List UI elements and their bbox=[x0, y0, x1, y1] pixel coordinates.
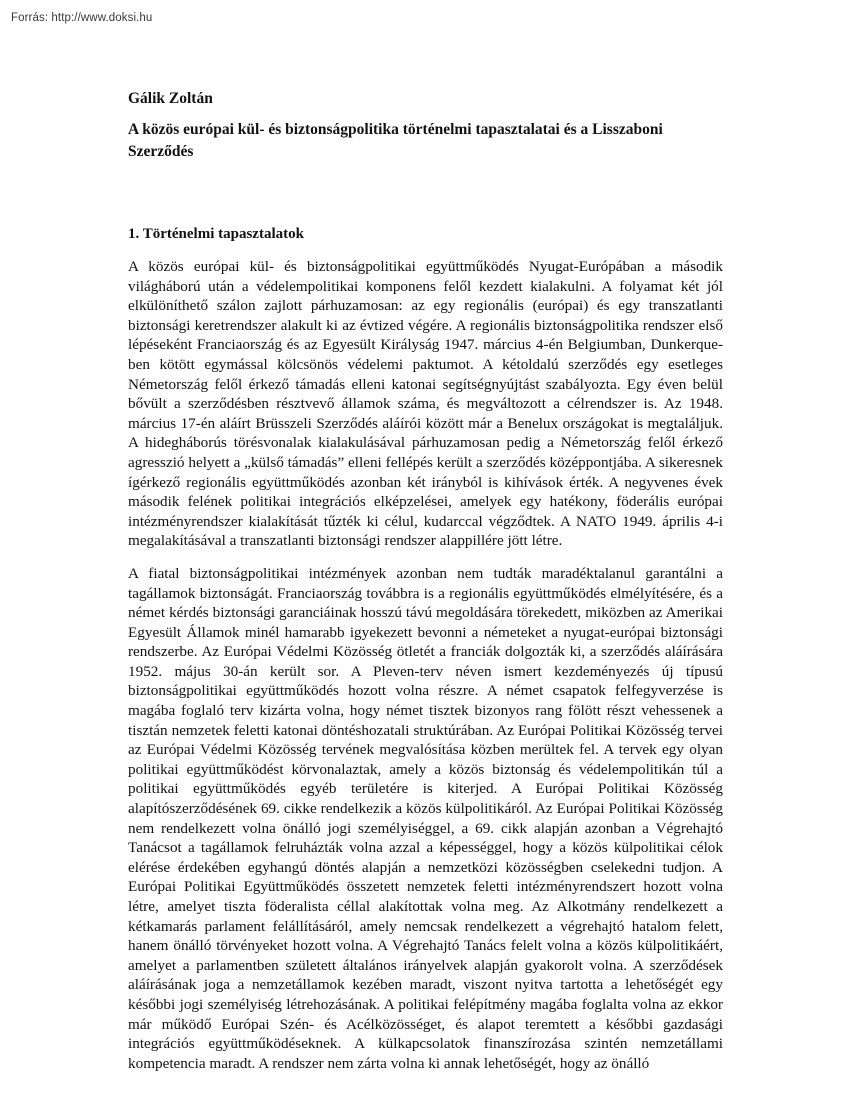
body-paragraph: A közös európai kül- és biztonságpolitikai együttműködés Nyugat-Európában a második világháború után a védelempolitikai komponens felől kezdett kialakulni. A folyamat két jól elkülöníthető szálon zajlott párhuzamosan: az egy regionális (európai) és egy transzatlanti biztonsági keretrendszer alakult ki az évtized végére. A regionális biztonságpolitika rendszer első lépéseként Franciaország és az Egyesült Királyság 1947. március 4-én Belgiumban, Dunkerque-ben kötött egymással kölcsönös védelemi paktumot. A kétoldalú szerződés egy esetleges Németország felől érkező támadás elleni katonai segítségnyújtást szabályozta. Egy éven belül bővült a szerződésben résztvevő államok száma, és megváltozott a célrendszer is. Az 1948. március 17-én aláírt Brüsszeli Szerződés aláírói között már a Benelux országokat is megtaláljuk. A hidegháborús törésvonalak kialakulásával párhuzamosan pedig a Németország felől érkező agresszió helyett a „külső támadás” elleni fellépés került a szerződés középpontjába. A sikeresnek ígérkező regionális együttműködés azonban két irányból is kihívások érték. A negyvenes évek második felének politikai integrációs elképzelései, amelyek egy hatékony, föderális európai intézményrendszer kialakítását tűzték ki célul, kudarccal végződtek. A NATO 1949. április 4-i megalakításával a transzatlanti biztonsági rendszer alappillére jött létre. bbox=[128, 258, 723, 550]
document-content bbox=[128, 88, 723, 1073]
page-title: A közös európai kül- és biztonságpolitika történelmi tapasztalatai és a Lisszaboni Szerződés bbox=[128, 121, 663, 160]
section-heading-1: 1. Történelmi tapasztalatok bbox=[128, 226, 304, 242]
body-paragraph: A fiatal biztonságpolitikai intézmények azonban nem tudták maradéktalanul garantálni a tagállamok biztonságát. Franciaország továbbra is a regionális együttműködés elmélyítésére, és a német kérdés biztonsági garanciáinak hosszú távú megoldására törekedett, miközben az Amerikai Egyesült Államok minél hamarabb igyekezett bevonni a németeket a nyugat-európai biztonsági rendszerbe. Az Európai Védelmi Közösség ötletét a franciák dolgozták ki, a szerződés aláírására 1952. május 30-án került sor. A Pleven-terv néven ismert kezdeményezés új típusú biztonságpolitikai együttműködés hozott volna részre. A német csapatok felfegyverzése is magába foglaló terv kizárta volna, hogy német tisztek bizonyos rang fölött részt vehessenek a tisztán nemzetek feletti katonai döntéshozatali struktúrában. Az Európai Politikai Közösség tervei az Európai Védelmi Közösség tervének megvalósítása közben merültek fel. A tervek egy olyan politikai együttműködést körvonalaztak, amely a közös biztonság és védelempolitikán túl a politikai együttműködés egyéb területére is kiterjed. A Európai Politikai Közösség alapítószerződésének 69. cikke rendelkezik a közös külpolitikáról. Az Európai Politikai Közösség nem rendelkezett volna önálló jogi személyiséggel, a 69. cikk alapján azonban a Végrehajtó Tanácsot a tagállamok felruházták volna azzal a képességgel, hogy a közös külpolitikai célok elérése érdekében egyhangú döntés alapján a nemzetközi közösségben cselekedni tudjon. A Európai Politikai Együttműködés összetett nemzetek feletti intézményrendszert hozott volna létre, amelyet tiszta föderalista céllal alakítottak volna meg. Az Alkotmány rendelkezett a kétkamarás parlament felállításáról, amely nemcsak rendelkezett a végrehajtó hatalom felett, hanem önálló törvényeket hozott volna. A Végrehajtó Tanács felelt volna a közös külpolitikáért, amelyet a parlamentben született általános irányelvek alapján gyakorolt volna. A szerződések aláírásának joga a nemzetállamok kezében maradt, viszont nyitva tartotta a lehetőségét egy későbbi jogi személyiség létrehozásának. A politikai felépítmény magába foglalta volna az ekkor már működő Európai Szén- és Acélközösséget, és alapot teremtett a későbbi gazdasági integrációs együttműködéseknek. A külkapcsolatok finanszírozása szintén nemzetállami kompetencia maradt. A rendszer nem zárta volna ki annak lehetőségét, hogy az önálló bbox=[128, 564, 723, 1072]
author-name: Gálik Zoltán bbox=[128, 90, 213, 107]
source-watermark: Forrás: http://www.doksi.hu bbox=[11, 12, 153, 24]
